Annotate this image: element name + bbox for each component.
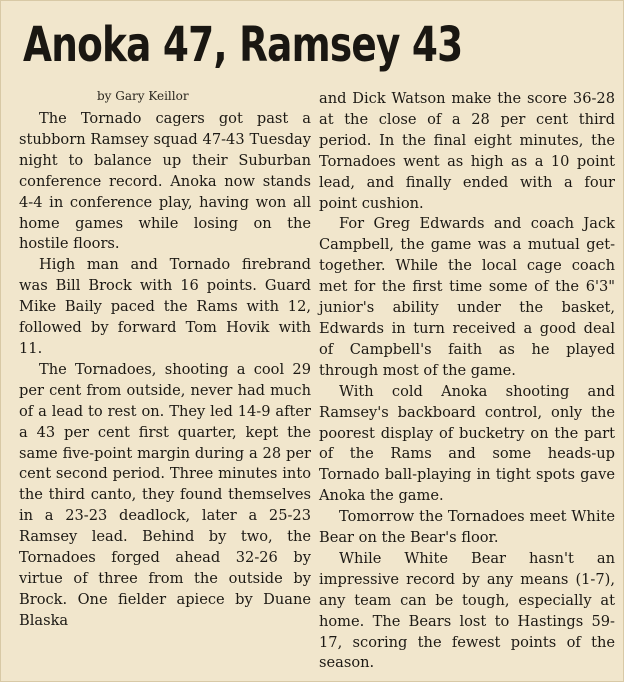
paragraph: The Tornado cagers got past a stubborn Ramsey squad 47-43 Tuesday night to balance up their Suburban conference record. Anoka now stands 4-4 in conference play, having won all home games while losing on the hostile floors. (19, 110, 311, 253)
byline: by Gary Keillor (97, 89, 189, 103)
paragraph: While White Bear hasn't an impressive record by any means (1-7), any team can be tough, especially at home. The Bears lost to Hastings 59-17, scoring the fewest points of the season. (319, 549, 615, 672)
headline: Anoka 47, Ramsey 43 (23, 17, 463, 73)
paragraph: Tomorrow the Tornadoes meet White Bear on the Bear's floor. (319, 508, 615, 547)
paragraph: High man and Tornado firebrand was Bill Brock with 16 points. Guard Mike Baily paced the Rams with 12, followed by forward Tom Hovik with 11. (19, 256, 311, 357)
paragraph: The Tornadoes, shooting a cool 29 per cent from outside, never had much of a lead to rest on. They led 14-9 after a 43 per cent first quarter, kept the same five-point margin during a 28 per cent second period. Three minutes into the third canto, they found themselves in a 23-23 deadlock, later a 25-23 Ramsey lead. Behind by two, the Tornadoes forged ahead 32-26 by virtue of three from the outside by Brock. One fielder apiece by Duane Blaska (19, 360, 311, 629)
paragraph: For Greg Edwards and coach Jack Campbell, the game was a mutual get-together. While the local cage coach met for the first time some of the 6'3" junior's ability under the basket, Edwards in turn received a good deal of Campbell's faith as he played through most of the game. (319, 215, 615, 379)
right-column (319, 89, 615, 674)
paragraph: With cold Anoka shooting and Ramsey's backboard control, only the poorest display of bucketry on the part of the Rams and some heads-up Tornado ball-playing in tight spots gave Anoka the game. (319, 382, 615, 505)
paragraph: and Dick Watson make the score 36-28 at the close of a 28 per cent third period. In the final eight minutes, the Tornadoes went as high as a 10 point lead, and finally ended with a four point cushion. (319, 90, 615, 212)
left-column (19, 109, 311, 632)
